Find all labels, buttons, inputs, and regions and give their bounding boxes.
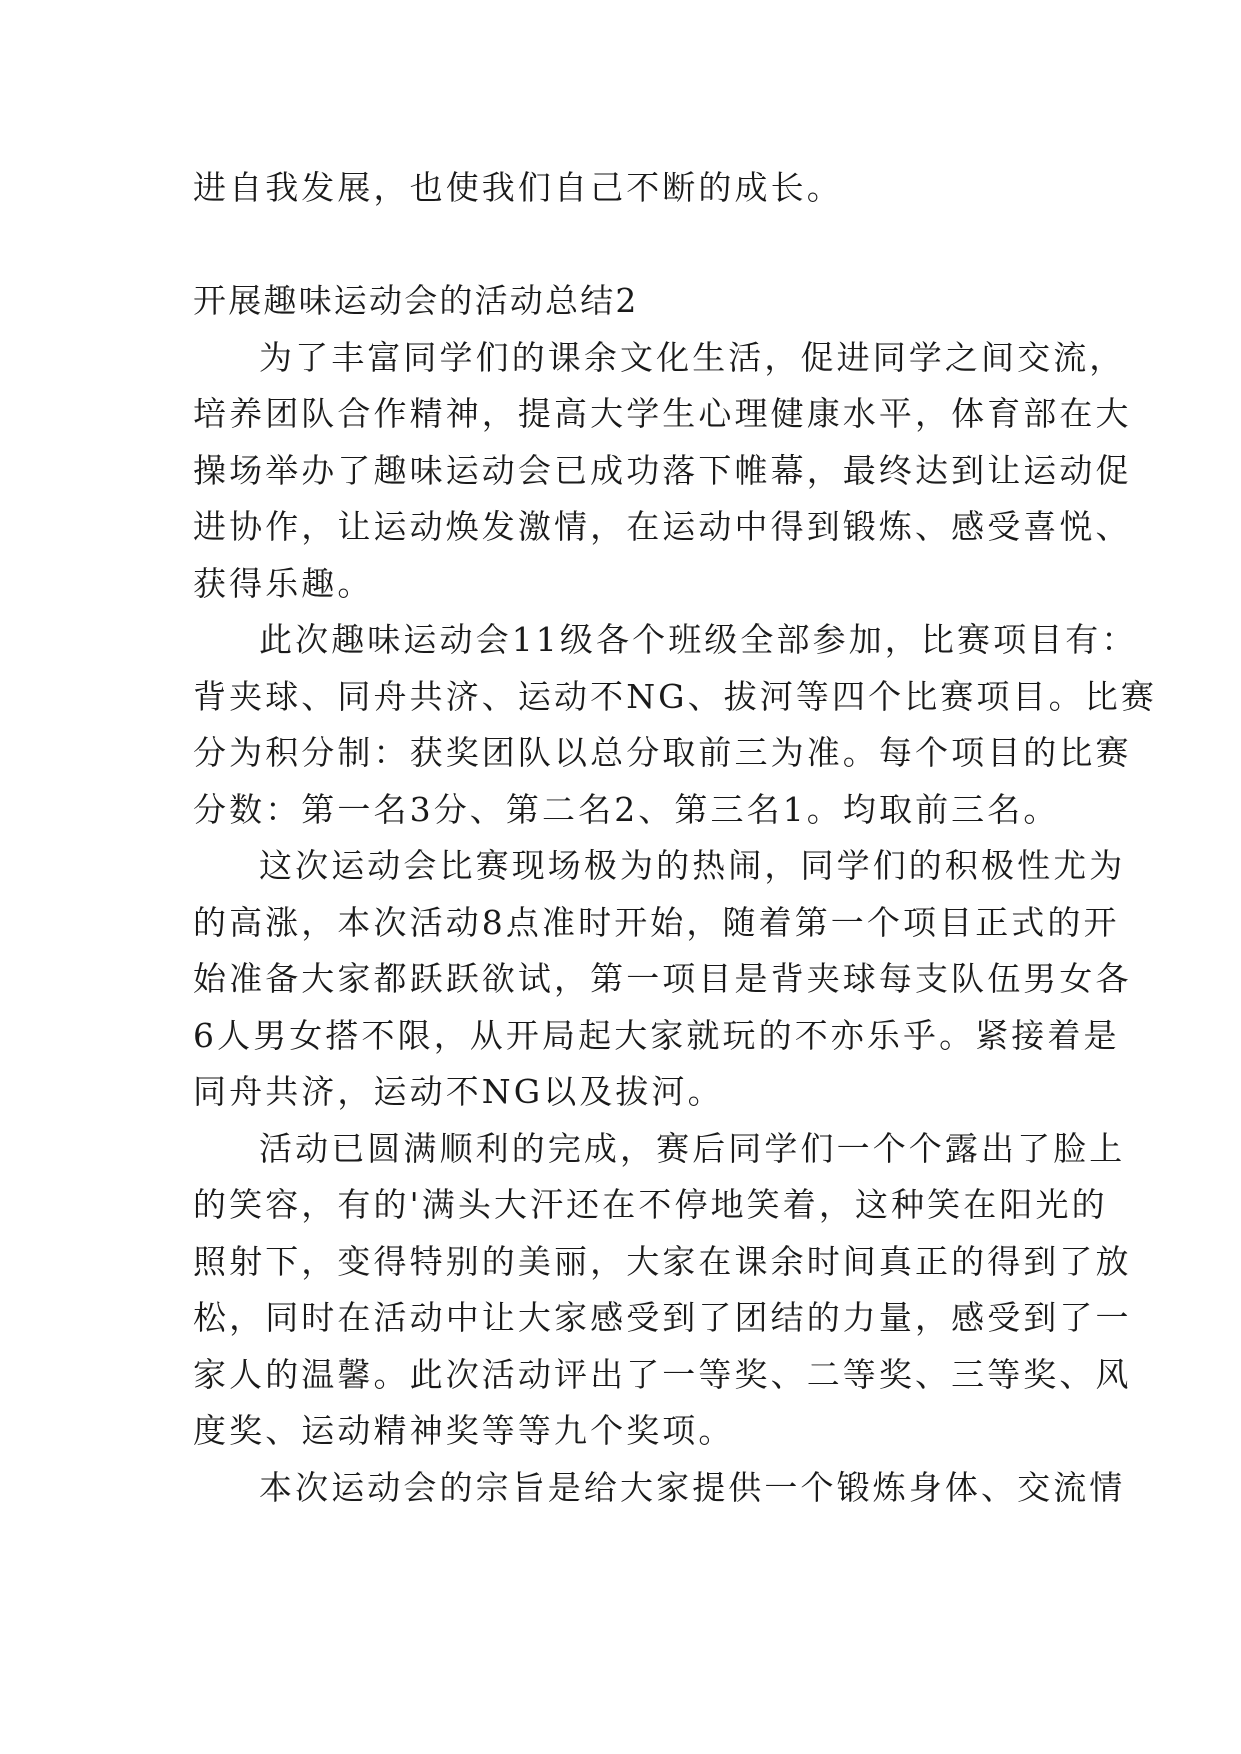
paragraph-4 (193, 1121, 1132, 1460)
paragraph-line: 同舟共济，运动不NG以及拔河。 (193, 1072, 724, 1111)
paragraph-line: 活动已圆满顺利的完成，赛后同学们一个个露出了脸上 (259, 1128, 1126, 1168)
paragraph-line: 培养团队合作精神，提高大学生心理健康水平，体育部在大 (193, 394, 1132, 433)
paragraph-line: 松，同时在活动中让大家感受到了团结的力量，感受到了一 (193, 1298, 1132, 1337)
paragraph-3 (193, 838, 1132, 1121)
paragraph-line: 进协作，让运动焕发激情，在运动中得到锻炼、感受喜悦、 (193, 507, 1132, 546)
blank-line (193, 217, 1055, 274)
paragraph-line: 本次运动会的宗旨是给大家提供一个锻炼身体、交流情 (259, 1467, 1126, 1507)
paragraph-2 (193, 612, 1157, 838)
paragraph-line: 获得乐趣。 (193, 563, 374, 603)
paragraph-line: 分为积分制：获奖团队以总分取前三为准。每个项目的比赛 (193, 733, 1132, 772)
paragraph-5 (193, 1460, 1126, 1517)
paragraph-line: 这次运动会比赛现场极为的热闹，同学们的积极性尤为 (259, 846, 1126, 885)
paragraph-line: 的笑容，有的'满头大汗还在不停地笑着，这种笑在阳光的 (193, 1185, 1108, 1224)
paragraph-line: 背夹球、同舟共济、运动不NG、拔河等四个比赛项目。比赛 (193, 676, 1157, 716)
section-heading: 开展趣味运动会的活动总结2 (193, 281, 639, 320)
paragraph-line: 为了丰富同学们的课余文化生活，促进同学之间交流， (259, 337, 1126, 377)
paragraph-line: 照射下，变得特别的美丽，大家在课余时间真正的得到了放 (193, 1241, 1132, 1281)
paragraph-1 (193, 330, 1132, 613)
paragraph-line: 此次趣味运动会11级各个班级全部参加，比赛项目有： (259, 620, 1138, 659)
paragraph-line: 的高涨，本次活动8点准时开始，随着第一个项目正式的开 (193, 902, 1120, 942)
paragraph-line: 度奖、运动精神奖等等九个奖项。 (193, 1411, 735, 1450)
paragraph-line: 家人的温馨。此次活动评出了一等奖、二等奖、三等奖、风 (193, 1354, 1132, 1394)
paragraph-line: 操场举办了趣味运动会已成功落下帷幕，最终达到让运动促 (193, 450, 1132, 490)
paragraph-line: 6人男女搭不限，从开局起大家就玩的不亦乐乎。紧接着是 (193, 1015, 1120, 1055)
continuation-text: 进自我发展，也使我们自己不断的成长。 (193, 168, 843, 207)
paragraph-line: 始准备大家都跃跃欲试，第一项目是背夹球每支队伍男女各 (193, 959, 1132, 998)
document-body (193, 160, 1157, 1516)
paragraph-line: 分数：第一名3分、第二名2、第三名1。均取前三名。 (193, 789, 1060, 829)
